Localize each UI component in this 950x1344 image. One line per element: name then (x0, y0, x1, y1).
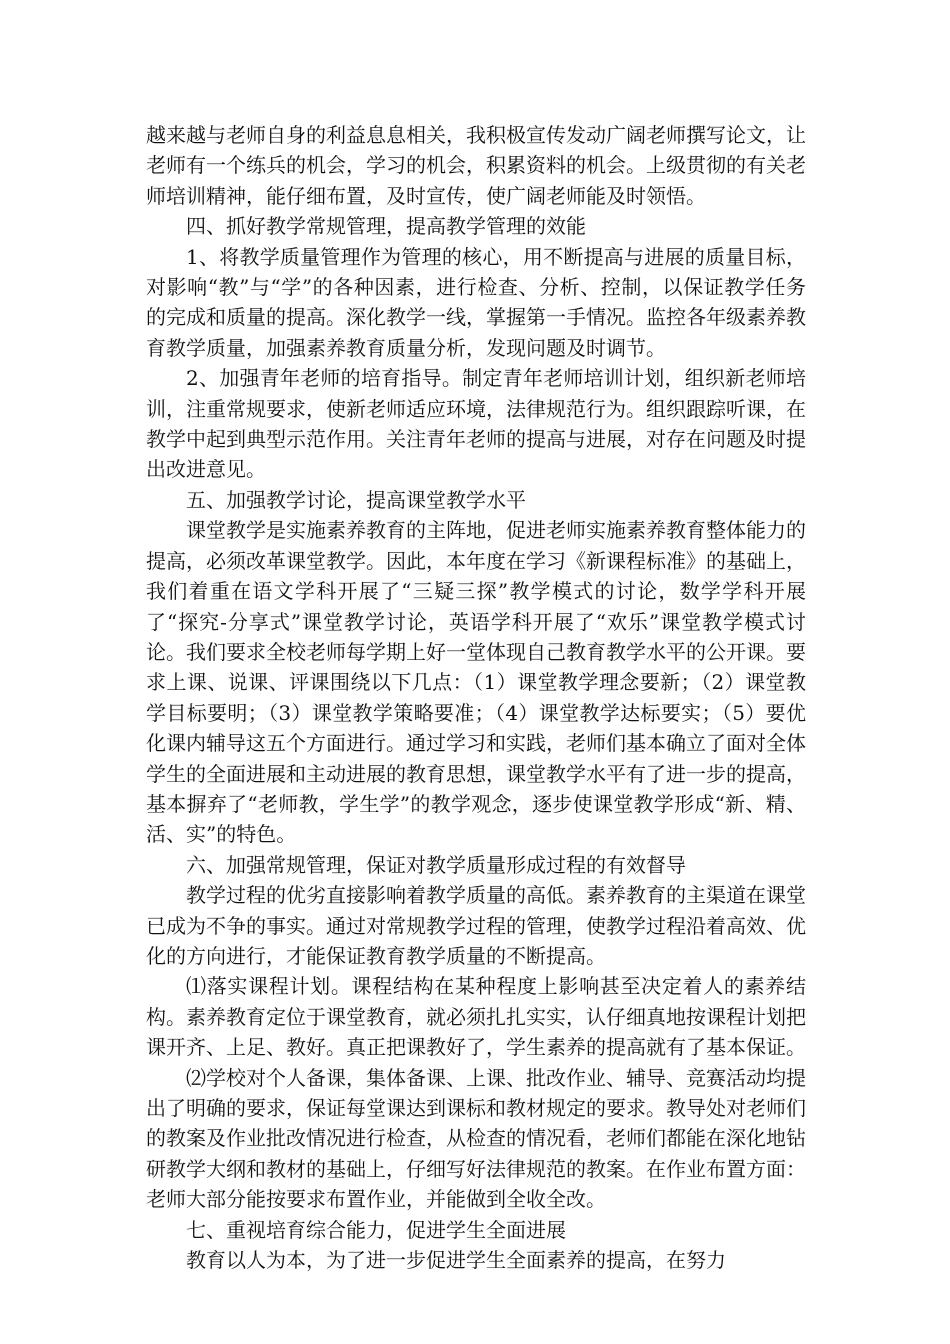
paragraph-1: 越来越与老师自身的利益息息相关，我积极宣传发动广阔老师撰写论文，让老师有一个练兵的机会，学习的机会，积累资料的机会。上级贯彻的有关老师培训精神，能仔细布置，及时宣传，使广阔老师能及时领悟。 (146, 123, 806, 208)
section-heading-4: 四、抓好教学常规管理，提高教学管理的效能 (186, 214, 586, 239)
section-heading-6: 六、加强常规管理，保证对教学质量形成过程的有效督导 (186, 852, 686, 877)
paragraph-5: 教学过程的优劣直接影响着教学质量的高低。素养教育的主渠道在课堂已成为不争的事实。通过对常规教学过程的管理，使教学过程沿着高效、优化的方向进行，才能保证教育教学质量的不断提高。 (146, 883, 806, 968)
document-body (146, 120, 806, 1275)
paragraph-6: ⑴落实课程计划。课程结构在某种程度上影响甚至决定着人的素养结构。素养教育定位于课堂教育，就必须扎扎实实，认仔细真地按课程计划把课开齐、上足、教好。真正把课教好了，学生素养的提高就有了基本保证。 (146, 974, 806, 1060)
section-heading-7: 七、重视培育综合能力，促进学生全面进展 (186, 1217, 566, 1242)
paragraph-2: 1、将教学质量管理作为管理的核心，用不断提高与进展的质量目标，对影响“教”与“学”的各种因素，进行检查、分析、控制，以保证教学任务的完成和质量的提高。深化教学一线，掌握第一手情况。监控各年级素养教育教学质量，加强素养教育质量分析，发现问题及时调节。 (146, 244, 806, 360)
paragraph-3: 2、加强青年老师的培育指导。制定青年老师培训计划，组织新老师培训，注重常规要求，使新老师适应环境，法律规范行为。组织跟踪听课，在教学中起到典型示范作用。关注青年老师的提高与进展，对存在问题及时提出改进意见。 (146, 366, 806, 482)
paragraph-4: 课堂教学是实施素养教育的主阵地，促进老师实施素养教育整体能力的提高，必须改革课堂教学。因此，本年度在学习《新课程标准》的基础上，我们着重在语文学科开展了“三疑三探”教学模式的讨论，数学学科开展了“探究-分享式”课堂教学讨论，英语学科开展了“欢乐”课堂教学模式讨论。我们要求全校老师每学期上好一堂体现自己教育教学水平的公开课。要求上课、说课、评课围绕以下几点：（1）课堂教学理念要新；（2）课堂教学目标要明；（3）课堂教学策略要准；（4）课堂教学达标要实；（5）要优化课内辅导这五个方面进行。通过学习和实践，老师们基本确立了面对全体学生的全面进展和主动进展的教育思想，课堂教学水平有了进一步的提高，基本摒弃了“老师教，学生学”的教学观念，逐步使课堂教学形成“新、精、活、实”的特色。 (146, 518, 806, 847)
section-heading-5: 五、加强教学讨论，提高课堂教学水平 (186, 487, 526, 512)
paragraph-8: 教育以人为本，为了进一步促进学生全面素养的提高，在努力 (186, 1248, 726, 1273)
paragraph-7: ⑵学校对个人备课，集体备课、上课、批改作业、辅导、竞赛活动均提出了明确的要求，保证每堂课达到课标和教材规定的要求。教导处对老师们的教案及作业批改情况进行检查，从检查的情况看，老师们都能在深化地钻研教学大纲和教材的基础上，仔细写好法律规范的教案。在作业布置方面：老师大部分能按要求布置作业，并能做到全收全改。 (146, 1065, 806, 1212)
